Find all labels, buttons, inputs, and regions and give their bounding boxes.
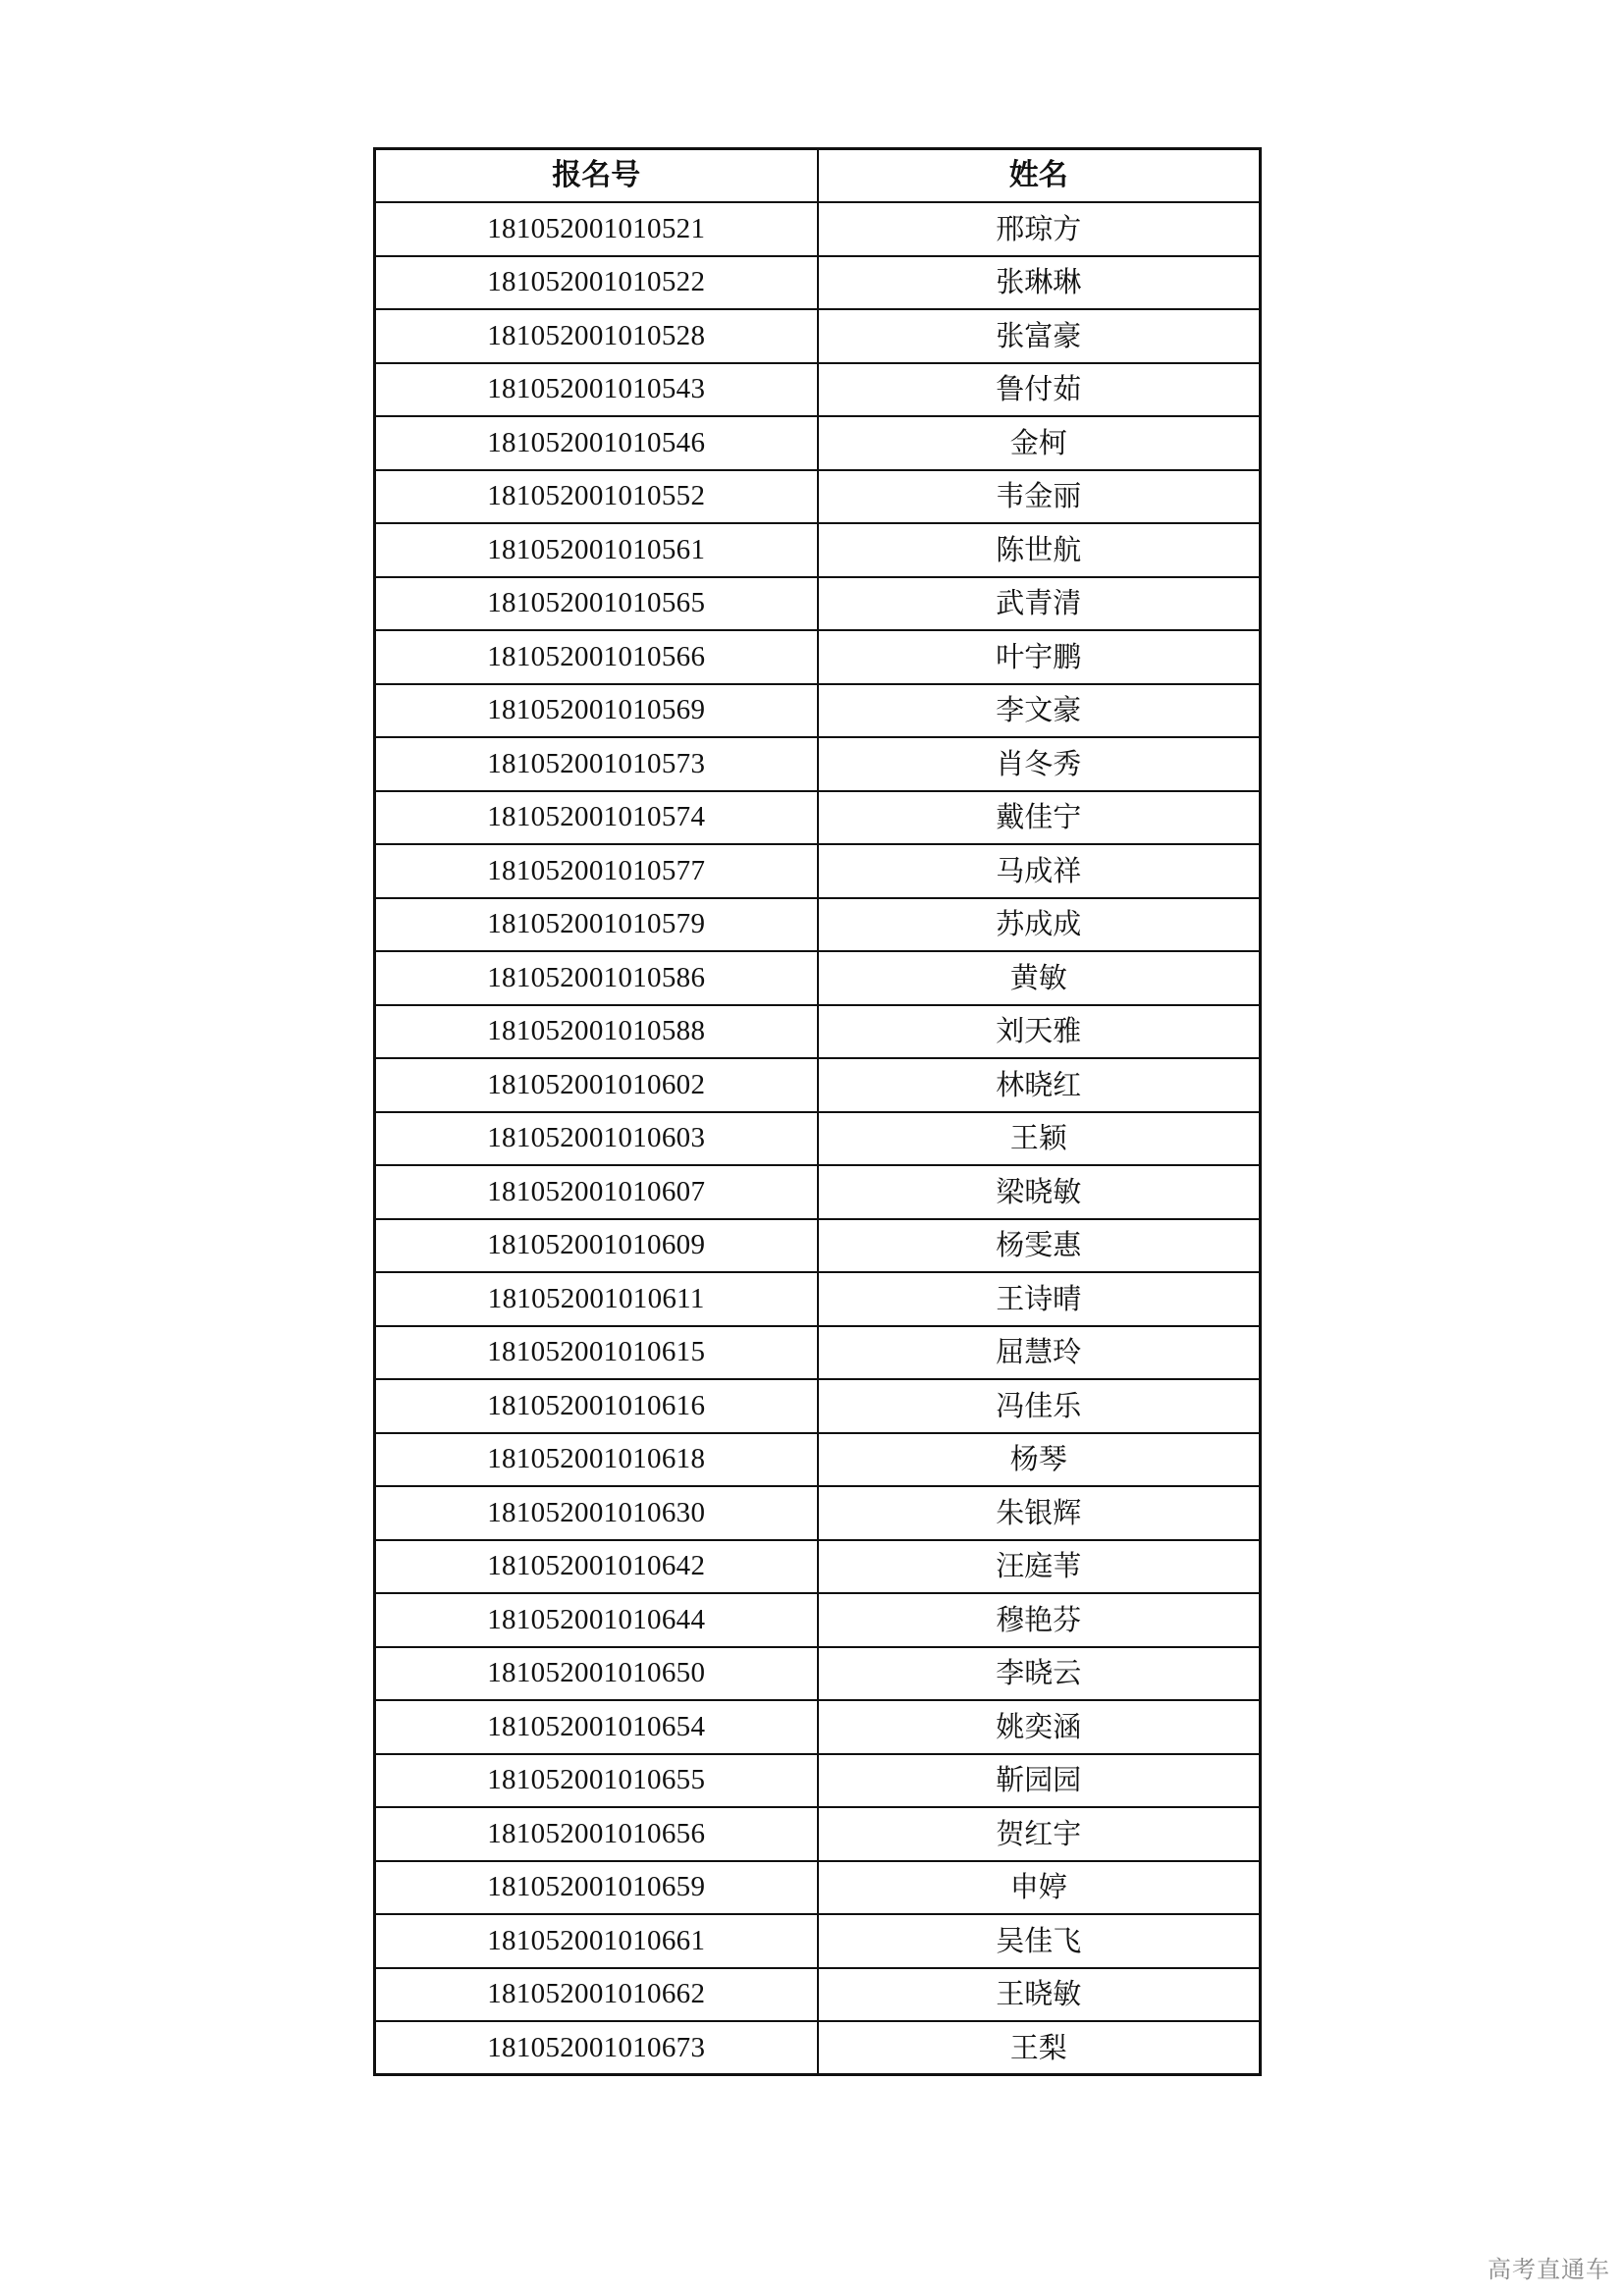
registration-number-cell: 181052001010618 bbox=[375, 1433, 818, 1487]
table-row bbox=[375, 1326, 1261, 1380]
name-cell: 刘天雅 bbox=[818, 1005, 1261, 1059]
table-row bbox=[375, 1058, 1261, 1112]
name-cell: 李文豪 bbox=[818, 684, 1261, 738]
registration-number-cell: 181052001010552 bbox=[375, 470, 818, 524]
name-cell: 王梨 bbox=[818, 2021, 1261, 2075]
header-registration-number: 报名号 bbox=[375, 149, 818, 203]
table-row bbox=[375, 1700, 1261, 1754]
registration-number-cell: 181052001010565 bbox=[375, 577, 818, 631]
registration-number-cell: 181052001010644 bbox=[375, 1593, 818, 1647]
registration-number-cell: 181052001010577 bbox=[375, 844, 818, 898]
table-row bbox=[375, 2021, 1261, 2075]
table-row bbox=[375, 630, 1261, 684]
name-cell: 梁晓敏 bbox=[818, 1165, 1261, 1219]
registration-number-cell: 181052001010609 bbox=[375, 1219, 818, 1273]
name-cell: 李晓云 bbox=[818, 1647, 1261, 1701]
table-row bbox=[375, 951, 1261, 1005]
table-body bbox=[375, 202, 1261, 2075]
registration-number-cell: 181052001010602 bbox=[375, 1058, 818, 1112]
name-cell: 邢琼方 bbox=[818, 202, 1261, 256]
registration-number-cell: 181052001010522 bbox=[375, 256, 818, 310]
name-cell: 戴佳宁 bbox=[818, 791, 1261, 845]
name-cell: 汪庭苇 bbox=[818, 1540, 1261, 1594]
table-row bbox=[375, 1165, 1261, 1219]
registration-number-cell: 181052001010611 bbox=[375, 1272, 818, 1326]
name-cell: 马成祥 bbox=[818, 844, 1261, 898]
name-cell: 靳园园 bbox=[818, 1754, 1261, 1808]
table-row bbox=[375, 898, 1261, 952]
name-cell: 贺红宇 bbox=[818, 1807, 1261, 1861]
watermark-text: 高考直通车 bbox=[1488, 2256, 1610, 2283]
registration-number-cell: 181052001010569 bbox=[375, 684, 818, 738]
name-cell: 王晓敏 bbox=[818, 1968, 1261, 2022]
table-row bbox=[375, 1540, 1261, 1594]
registration-number-cell: 181052001010673 bbox=[375, 2021, 818, 2075]
registration-number-cell: 181052001010579 bbox=[375, 898, 818, 952]
name-cell: 穆艳芬 bbox=[818, 1593, 1261, 1647]
name-cell: 肖冬秀 bbox=[818, 737, 1261, 791]
registration-number-cell: 181052001010650 bbox=[375, 1647, 818, 1701]
table-header bbox=[375, 149, 1261, 203]
registration-number-cell: 181052001010661 bbox=[375, 1914, 818, 1968]
table-row bbox=[375, 577, 1261, 631]
name-cell: 张富豪 bbox=[818, 309, 1261, 363]
registration-table bbox=[373, 147, 1262, 2076]
name-cell: 申婷 bbox=[818, 1861, 1261, 1915]
table-row bbox=[375, 1593, 1261, 1647]
registration-number-cell: 181052001010586 bbox=[375, 951, 818, 1005]
registration-number-cell: 181052001010588 bbox=[375, 1005, 818, 1059]
name-cell: 杨雯惠 bbox=[818, 1219, 1261, 1273]
table-row bbox=[375, 1861, 1261, 1915]
registration-number-cell: 181052001010659 bbox=[375, 1861, 818, 1915]
registration-number-cell: 181052001010615 bbox=[375, 1326, 818, 1380]
registration-number-cell: 181052001010573 bbox=[375, 737, 818, 791]
name-cell: 杨琴 bbox=[818, 1433, 1261, 1487]
table-row bbox=[375, 1647, 1261, 1701]
name-cell: 鲁付茹 bbox=[818, 363, 1261, 417]
name-cell: 朱银辉 bbox=[818, 1486, 1261, 1540]
registration-number-cell: 181052001010561 bbox=[375, 523, 818, 577]
table-row bbox=[375, 309, 1261, 363]
table-row bbox=[375, 470, 1261, 524]
table-row bbox=[375, 416, 1261, 470]
name-cell: 陈世航 bbox=[818, 523, 1261, 577]
table-row bbox=[375, 791, 1261, 845]
table-row bbox=[375, 363, 1261, 417]
registration-number-cell: 181052001010656 bbox=[375, 1807, 818, 1861]
name-cell: 姚奕涵 bbox=[818, 1700, 1261, 1754]
name-cell: 张琳琳 bbox=[818, 256, 1261, 310]
registration-number-cell: 181052001010528 bbox=[375, 309, 818, 363]
name-cell: 黄敏 bbox=[818, 951, 1261, 1005]
table-row bbox=[375, 684, 1261, 738]
name-cell: 王颖 bbox=[818, 1112, 1261, 1166]
registration-number-cell: 181052001010574 bbox=[375, 791, 818, 845]
name-cell: 韦金丽 bbox=[818, 470, 1261, 524]
table-row bbox=[375, 523, 1261, 577]
registration-number-cell: 181052001010655 bbox=[375, 1754, 818, 1808]
registration-number-cell: 181052001010630 bbox=[375, 1486, 818, 1540]
table-row bbox=[375, 1754, 1261, 1808]
header-row bbox=[375, 149, 1261, 203]
table-row bbox=[375, 1219, 1261, 1273]
table-row bbox=[375, 1807, 1261, 1861]
name-cell: 林晓红 bbox=[818, 1058, 1261, 1112]
name-cell: 苏成成 bbox=[818, 898, 1261, 952]
name-cell: 王诗晴 bbox=[818, 1272, 1261, 1326]
table-row bbox=[375, 1486, 1261, 1540]
table-row bbox=[375, 844, 1261, 898]
registration-number-cell: 181052001010603 bbox=[375, 1112, 818, 1166]
table-row bbox=[375, 1914, 1261, 1968]
table-row bbox=[375, 1433, 1261, 1487]
header-name: 姓名 bbox=[818, 149, 1261, 203]
table-row bbox=[375, 1005, 1261, 1059]
table-row bbox=[375, 737, 1261, 791]
registration-number-cell: 181052001010543 bbox=[375, 363, 818, 417]
registration-number-cell: 181052001010654 bbox=[375, 1700, 818, 1754]
table-row bbox=[375, 202, 1261, 256]
table-row bbox=[375, 1968, 1261, 2022]
registration-number-cell: 181052001010546 bbox=[375, 416, 818, 470]
registration-number-cell: 181052001010607 bbox=[375, 1165, 818, 1219]
name-cell: 金柯 bbox=[818, 416, 1261, 470]
registration-number-cell: 181052001010616 bbox=[375, 1379, 818, 1433]
table-row bbox=[375, 1379, 1261, 1433]
table-row bbox=[375, 1272, 1261, 1326]
registration-number-cell: 181052001010662 bbox=[375, 1968, 818, 2022]
name-cell: 叶宇鹏 bbox=[818, 630, 1261, 684]
name-cell: 冯佳乐 bbox=[818, 1379, 1261, 1433]
name-cell: 吴佳飞 bbox=[818, 1914, 1261, 1968]
name-cell: 武青清 bbox=[818, 577, 1261, 631]
registration-number-cell: 181052001010521 bbox=[375, 202, 818, 256]
table-row bbox=[375, 1112, 1261, 1166]
registration-number-cell: 181052001010566 bbox=[375, 630, 818, 684]
name-cell: 屈慧玲 bbox=[818, 1326, 1261, 1380]
table-row bbox=[375, 256, 1261, 310]
registration-number-cell: 181052001010642 bbox=[375, 1540, 818, 1594]
